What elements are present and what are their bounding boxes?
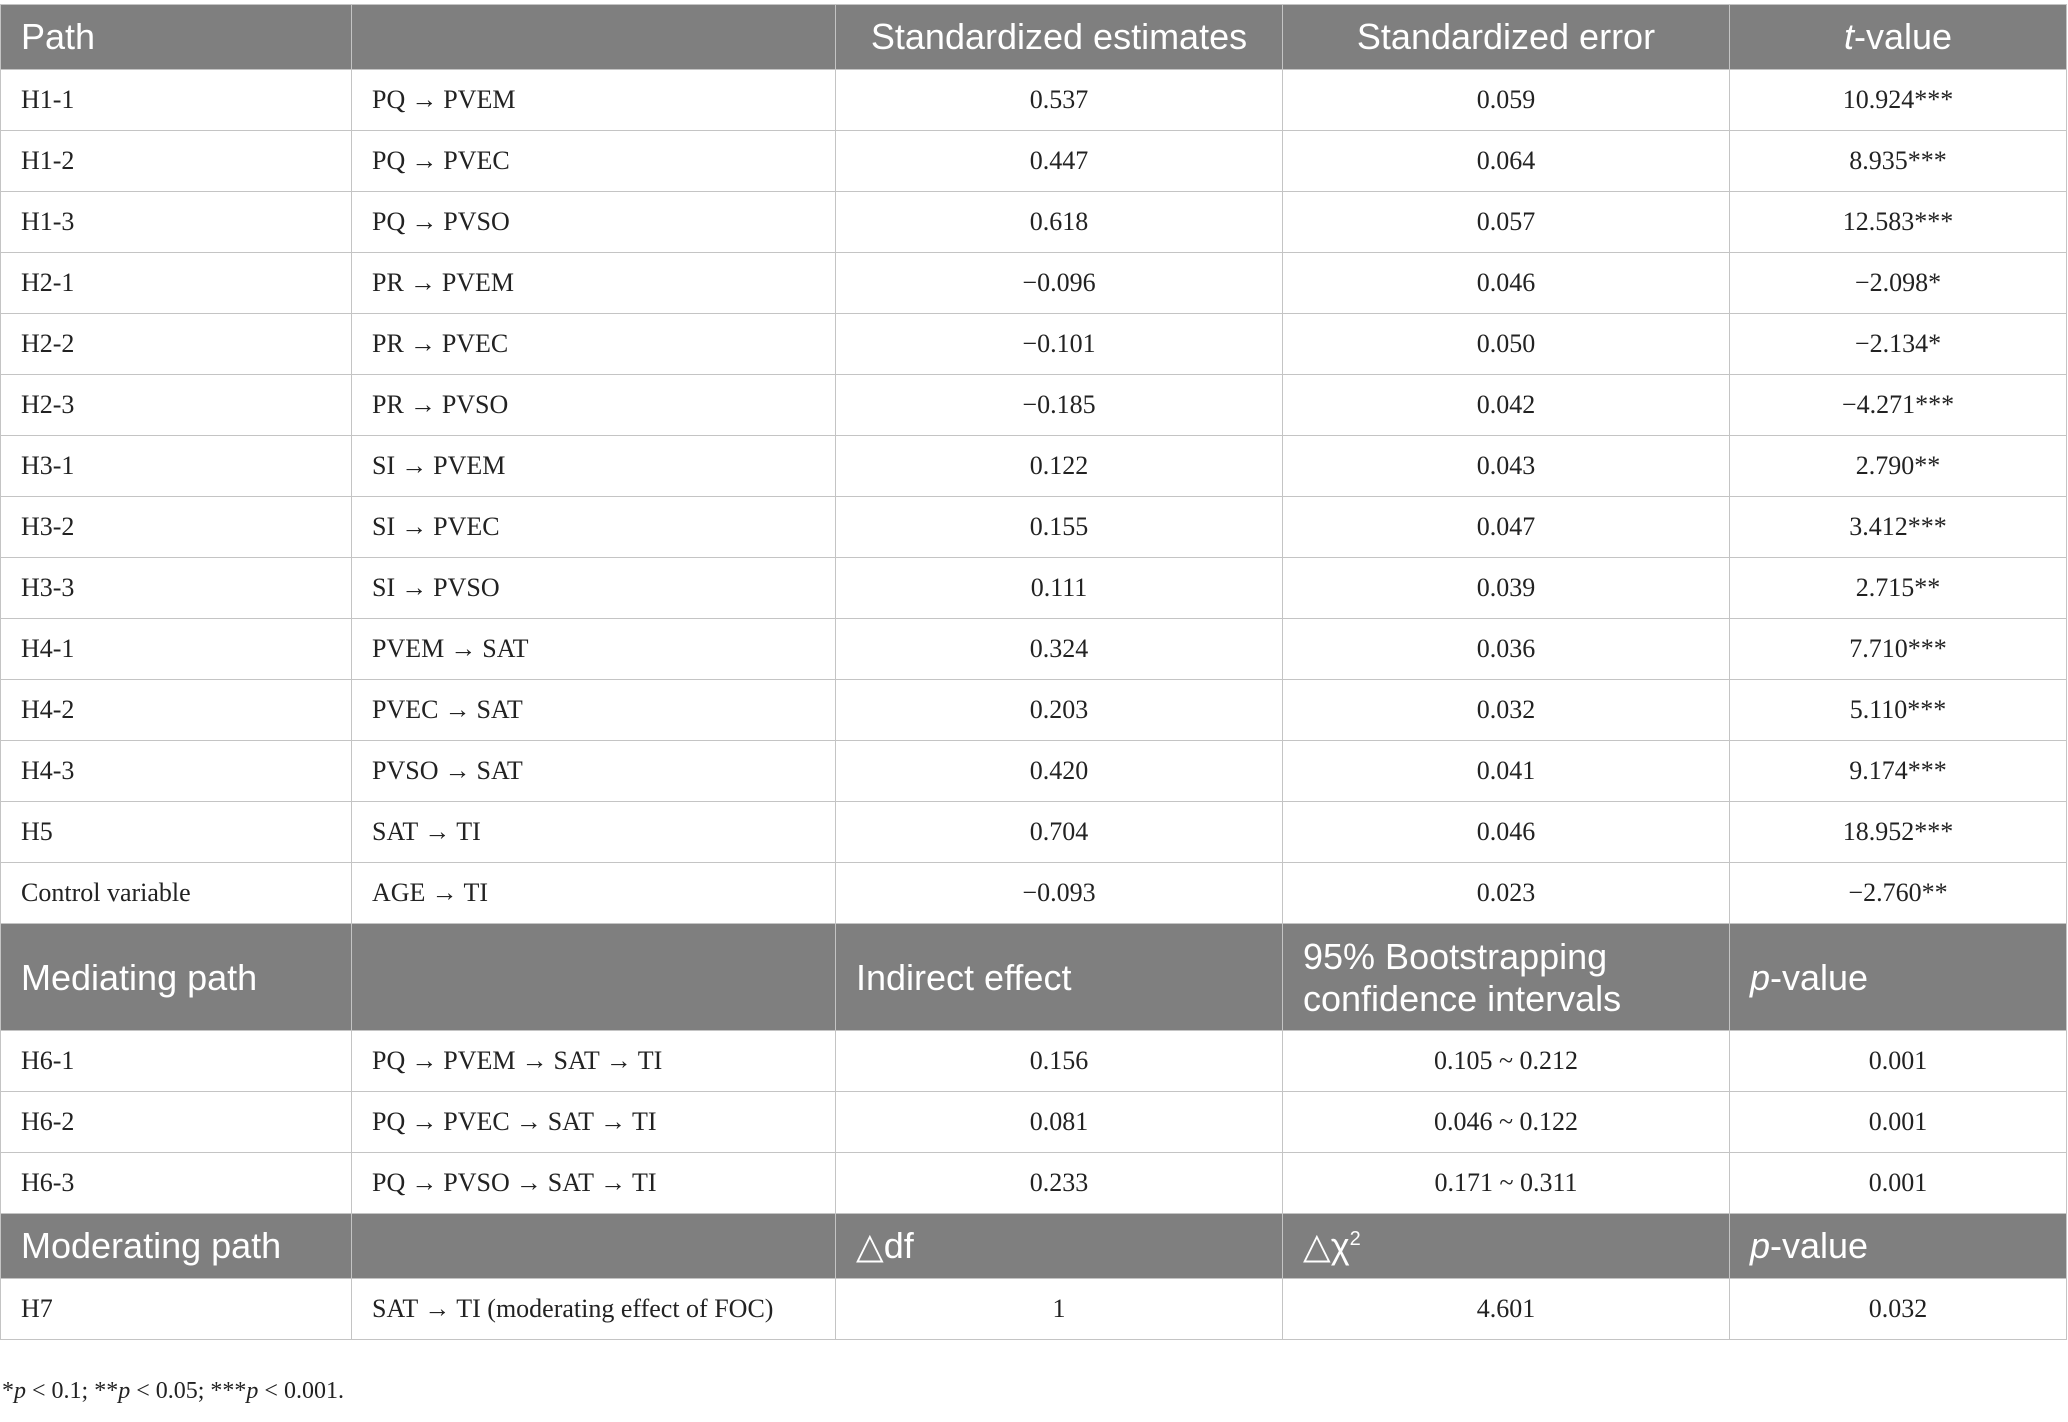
path-cell: [352, 802, 836, 863]
hypothesis-id: H5: [1, 802, 352, 863]
path-cell: [352, 192, 836, 253]
path-cell: [352, 1092, 836, 1153]
t-value: 7.710***: [1730, 619, 2067, 680]
standardized-error: 0.064: [1283, 131, 1730, 192]
path-node: PQ: [372, 1168, 406, 1197]
header-p-rest: -value: [1770, 957, 1869, 998]
path-node: PVEC: [372, 695, 439, 724]
path-cell: [352, 1031, 836, 1092]
arrow-icon: →: [411, 1107, 438, 1136]
standardized-error: 0.050: [1283, 314, 1730, 375]
path-node: SAT: [372, 817, 419, 846]
path-cell: [352, 619, 836, 680]
t-value: 8.935***: [1730, 131, 2067, 192]
arrow-icon: →: [431, 878, 458, 907]
path-node: PVSO: [441, 390, 509, 419]
arrow-icon: →: [605, 1046, 632, 1075]
t-value: 18.952***: [1730, 802, 2067, 863]
arrow-icon: →: [411, 1168, 438, 1197]
header-delta-chi-square: [1283, 1214, 1730, 1279]
standardized-estimate: 0.122: [836, 436, 1283, 497]
p-value: 0.032: [1730, 1279, 2067, 1340]
arrow-icon: →: [444, 756, 471, 785]
path-node: PVEC: [433, 512, 500, 541]
arrow-icon: →: [599, 1107, 626, 1136]
table-row: [1, 1279, 2067, 1340]
standardized-error: 0.041: [1283, 741, 1730, 802]
table-row: [1, 314, 2067, 375]
path-cell: [352, 497, 836, 558]
table-row: [1, 1092, 2067, 1153]
hypothesis-id: H3-1: [1, 436, 352, 497]
table-row: [1, 863, 2067, 924]
path-node: TI: [463, 878, 488, 907]
arrow-icon: →: [424, 817, 451, 846]
path-node: TI: [456, 1294, 481, 1323]
arrow-icon: →: [444, 695, 471, 724]
path-node: PR: [372, 390, 404, 419]
header-blank: [352, 1214, 836, 1279]
standardized-error: 0.057: [1283, 192, 1730, 253]
indirect-effect: 0.233: [836, 1153, 1283, 1214]
hypothesis-id: H3-3: [1, 558, 352, 619]
t-value: 3.412***: [1730, 497, 2067, 558]
path-cell: [352, 1279, 836, 1340]
table-row: [1, 192, 2067, 253]
note-p: p: [246, 1378, 259, 1404]
hypothesis-id: H4-3: [1, 741, 352, 802]
arrow-icon: →: [411, 85, 438, 114]
header-delta-df: [836, 1214, 1283, 1279]
hypothesis-id: H1-3: [1, 192, 352, 253]
table-row: [1, 497, 2067, 558]
path-node: TI: [631, 1168, 657, 1197]
table-row: [1, 436, 2067, 497]
path-node: PVEM: [443, 1046, 516, 1075]
path-cell: [352, 1153, 836, 1214]
path-cell: [352, 253, 836, 314]
path-node: AGE: [372, 878, 426, 907]
header-p-value: [1730, 1214, 2067, 1279]
confidence-interval: 0.171 ~ 0.311: [1283, 1153, 1730, 1214]
hypothesis-id: H1-2: [1, 131, 352, 192]
standardized-estimate: 0.420: [836, 741, 1283, 802]
standardized-estimate: −0.096: [836, 253, 1283, 314]
path-node: PVEC: [441, 329, 509, 358]
table-row: [1, 680, 2067, 741]
p-value: 0.001: [1730, 1031, 2067, 1092]
header-ci-line1: 95% Bootstrapping: [1303, 936, 1608, 977]
note-p: p: [14, 1378, 26, 1404]
arrow-icon: →: [424, 1294, 451, 1323]
results-table-container: [0, 4, 2066, 1340]
hypothesis-id: H2-3: [1, 375, 352, 436]
table-row: [1, 1153, 2067, 1214]
header-p-var: p: [1750, 1225, 1771, 1266]
header-row-moderating: [1, 1214, 2067, 1279]
table-row: [1, 558, 2067, 619]
path-cell: [352, 436, 836, 497]
standardized-estimate: −0.185: [836, 375, 1283, 436]
path-cell: [352, 314, 836, 375]
path-node: SAT: [476, 756, 523, 785]
standardized-error: 0.023: [1283, 863, 1730, 924]
table-footnote: [2, 1378, 344, 1405]
delta-triangle-icon: △: [1303, 1226, 1331, 1267]
path-node: SAT: [372, 1294, 419, 1323]
path-node: SI: [372, 451, 396, 480]
arrow-icon: →: [450, 634, 477, 663]
header-p-value: [1730, 924, 2067, 1031]
arrow-icon: →: [515, 1168, 542, 1197]
t-value: −2.760**: [1730, 863, 2067, 924]
header-p-var: p: [1750, 957, 1771, 998]
indirect-effect: 0.156: [836, 1031, 1283, 1092]
arrow-icon: →: [401, 512, 428, 541]
hypothesis-id: Control variable: [1, 863, 352, 924]
path-node: PVEC: [443, 146, 510, 175]
standardized-error: 0.039: [1283, 558, 1730, 619]
delta-triangle-icon: △: [856, 1226, 884, 1267]
table-row: [1, 375, 2067, 436]
header-blank: [352, 924, 836, 1031]
path-node: SI: [372, 512, 396, 541]
t-value: 10.924***: [1730, 70, 2067, 131]
path-node: PR: [372, 329, 404, 358]
hypothesis-id: H2-1: [1, 253, 352, 314]
t-value: 12.583***: [1730, 192, 2067, 253]
path-node: PVEM: [441, 268, 515, 297]
note-text: < 0.001.: [258, 1378, 344, 1404]
hypothesis-id: H1-1: [1, 70, 352, 131]
p-value: 0.001: [1730, 1092, 2067, 1153]
path-node: SAT: [547, 1168, 594, 1197]
indirect-effect: 0.081: [836, 1092, 1283, 1153]
header-mediating-path: Mediating path: [1, 924, 352, 1031]
standardized-estimate: 0.704: [836, 802, 1283, 863]
hypothesis-id: H6-1: [1, 1031, 352, 1092]
table-body: [1, 5, 2067, 1340]
path-node: TI: [637, 1046, 663, 1075]
table-row: [1, 619, 2067, 680]
header-chi-label: χ: [1330, 1225, 1350, 1266]
arrow-icon: →: [515, 1107, 542, 1136]
note-text: < 0.1;: [26, 1378, 95, 1404]
header-chi-superscript: 2: [1349, 1228, 1361, 1250]
header-standardized-error: Standardized error: [1283, 5, 1730, 70]
note-text: < 0.05;: [130, 1378, 211, 1404]
standardized-estimate: 0.155: [836, 497, 1283, 558]
path-cell: [352, 680, 836, 741]
table-row: [1, 1031, 2067, 1092]
hypothesis-id: H2-2: [1, 314, 352, 375]
path-node: PVEM: [372, 634, 445, 663]
header-bootstrap-ci: [1283, 924, 1730, 1031]
standardized-error: 0.046: [1283, 802, 1730, 863]
standardized-estimate: −0.101: [836, 314, 1283, 375]
path-cell: [352, 558, 836, 619]
path-node: PQ: [372, 146, 406, 175]
arrow-icon: →: [411, 207, 438, 236]
path-node: PQ: [372, 207, 406, 236]
arrow-icon: →: [521, 1046, 548, 1075]
table-row: [1, 70, 2067, 131]
header-blank: [352, 5, 836, 70]
path-cell: [352, 863, 836, 924]
table-row: [1, 253, 2067, 314]
note-star: **: [94, 1378, 119, 1404]
t-value: 9.174***: [1730, 741, 2067, 802]
note-star: ***: [210, 1378, 247, 1404]
standardized-error: 0.046: [1283, 253, 1730, 314]
hypothesis-id: H7: [1, 1279, 352, 1340]
standardized-error: 0.036: [1283, 619, 1730, 680]
t-value: −2.098*: [1730, 253, 2067, 314]
p-value: 0.001: [1730, 1153, 2067, 1214]
hypothesis-id: H6-3: [1, 1153, 352, 1214]
arrow-icon: →: [411, 1046, 438, 1075]
t-value: 5.110***: [1730, 680, 2067, 741]
standardized-estimate: 0.537: [836, 70, 1283, 131]
path-cell: [352, 375, 836, 436]
path-node: PVSO: [433, 573, 500, 602]
t-value: −2.134*: [1730, 314, 2067, 375]
hypothesis-id: H3-2: [1, 497, 352, 558]
path-node: SAT: [553, 1046, 600, 1075]
header-t-var: t: [1843, 16, 1854, 57]
arrow-icon: →: [401, 573, 428, 602]
arrow-icon: →: [409, 268, 436, 297]
path-node: PQ: [372, 1046, 406, 1075]
path-cell: [352, 70, 836, 131]
path-node: SAT: [482, 634, 529, 663]
hypothesis-id: H6-2: [1, 1092, 352, 1153]
hypothesis-id: H4-2: [1, 680, 352, 741]
standardized-estimate: 0.618: [836, 192, 1283, 253]
path-node: SI: [372, 573, 396, 602]
path-node: PVEM: [433, 451, 506, 480]
header-moderating-path: Moderating path: [1, 1214, 352, 1279]
header-t-value: [1730, 5, 2067, 70]
path-node: PR: [372, 268, 404, 297]
arrow-icon: →: [409, 390, 436, 419]
confidence-interval: 0.105 ~ 0.212: [1283, 1031, 1730, 1092]
note-p: p: [118, 1378, 131, 1404]
path-cell: [352, 131, 836, 192]
path-qualifier: (moderating effect of FOC): [487, 1294, 774, 1323]
standardized-error: 0.059: [1283, 70, 1730, 131]
t-value: 2.715**: [1730, 558, 2067, 619]
standardized-estimate: 0.324: [836, 619, 1283, 680]
path-node: PVSO: [372, 756, 439, 785]
confidence-interval: 0.046 ~ 0.122: [1283, 1092, 1730, 1153]
path-analysis-table: [0, 4, 2067, 1340]
arrow-icon: →: [411, 146, 438, 175]
header-p-rest: -value: [1770, 1225, 1869, 1266]
header-row-structural: [1, 5, 2067, 70]
arrow-icon: →: [599, 1168, 626, 1197]
header-path: Path: [1, 5, 352, 70]
t-value: −4.271***: [1730, 375, 2067, 436]
header-indirect-effect: Indirect effect: [836, 924, 1283, 1031]
standardized-error: 0.042: [1283, 375, 1730, 436]
delta-chi-square-value: 4.601: [1283, 1279, 1730, 1340]
standardized-error: 0.047: [1283, 497, 1730, 558]
standardized-error: 0.032: [1283, 680, 1730, 741]
table-row: [1, 741, 2067, 802]
header-t-rest: -value: [1853, 16, 1953, 57]
header-standardized-estimates: Standardized estimates: [836, 5, 1283, 70]
arrow-icon: →: [409, 329, 436, 358]
path-node: PQ: [372, 85, 406, 114]
standardized-error: 0.043: [1283, 436, 1730, 497]
standardized-estimate: 0.447: [836, 131, 1283, 192]
path-cell: [352, 741, 836, 802]
path-node: SAT: [547, 1107, 594, 1136]
header-df-label: df: [883, 1225, 914, 1266]
path-node: SAT: [476, 695, 523, 724]
path-node: TI: [631, 1107, 657, 1136]
standardized-estimate: −0.093: [836, 863, 1283, 924]
header-ci-line2: confidence intervals: [1303, 978, 1622, 1019]
hypothesis-id: H4-1: [1, 619, 352, 680]
path-node: PVSO: [443, 1168, 510, 1197]
t-value: 2.790**: [1730, 436, 2067, 497]
delta-df-value: 1: [836, 1279, 1283, 1340]
table-row: [1, 802, 2067, 863]
table-row: [1, 131, 2067, 192]
path-node: PQ: [372, 1107, 406, 1136]
path-node: PVSO: [443, 207, 510, 236]
path-node: TI: [456, 817, 481, 846]
standardized-estimate: 0.111: [836, 558, 1283, 619]
note-star: *: [2, 1378, 14, 1404]
header-row-mediating: [1, 924, 2067, 1031]
path-node: PVEM: [443, 85, 516, 114]
path-node: PVEC: [443, 1107, 510, 1136]
arrow-icon: →: [401, 451, 428, 480]
standardized-estimate: 0.203: [836, 680, 1283, 741]
